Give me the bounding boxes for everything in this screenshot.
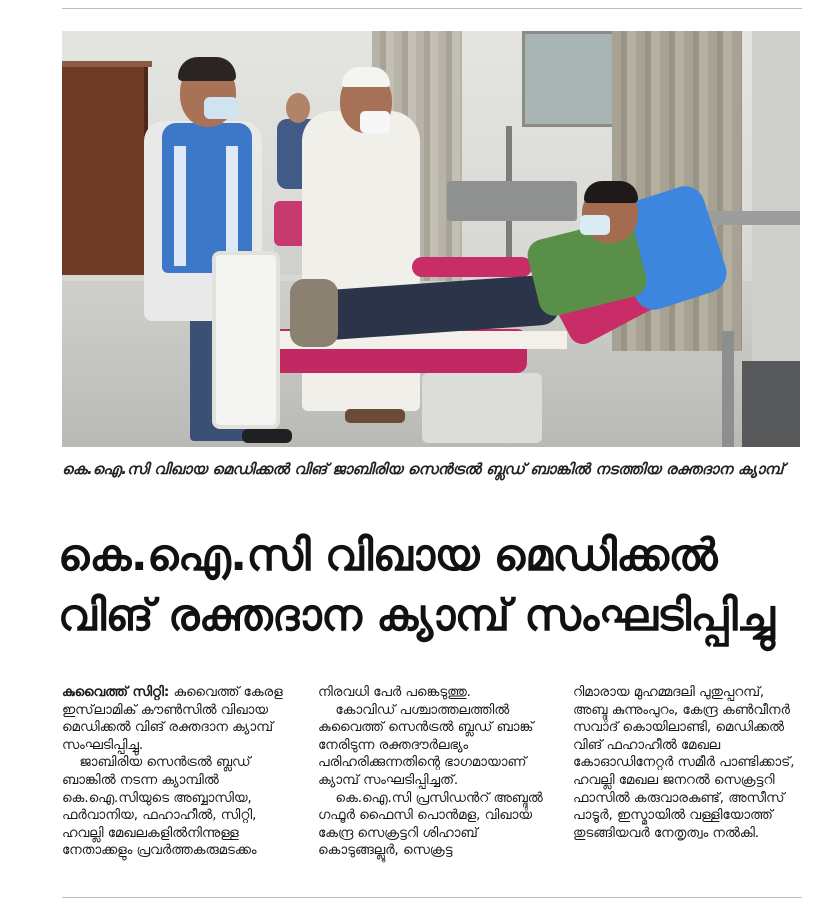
photo-window — [522, 31, 618, 127]
news-photo — [62, 31, 800, 447]
article-paragraph: ജാബിരിയ സെൻട്രൽ ബ്ലഡ് ബാങ്കിൽ നടന്ന ക്യാമ്പിൽ കെ.ഐ.സിയുടെ അബ്ബാസിയ, ഫർവാനിയ, ഫഹാഹീൽ, സിറ്റി, ഹവല്ലി മേഖലകളിൽനിന്നുള്ള നേതാക്കളും പ്രവർത്തകരുമടക്കം — [62, 755, 257, 859]
photo-tray-right — [697, 211, 800, 225]
photo-man-sandals — [345, 409, 405, 423]
photo-man-cap — [342, 67, 390, 87]
photo-caption: കെ.ഐ.സി വിഖായ മെഡിക്കൽ വിങ് ജാബിരിയ സെൻട്രൽ ബ്ലഡ് ബാങ്കിൽ നടത്തിയ രക്തദാന ക്യാമ്പ് — [62, 460, 784, 478]
article-text: കുവൈത്ത് കേരള ഇസ്‌ലാമിക് കൗൺസിൽ വിഖായ മെഡിക്കൽ വിങ് രക്തദാന ക്യാമ്പ് സംഘടിപ്പിച്ചു. — [62, 685, 283, 753]
photo-background-man-head — [286, 93, 310, 123]
bottom-rule — [62, 897, 802, 898]
article-column-1 — [62, 684, 290, 860]
article-column-2 — [318, 684, 546, 860]
photo-drawer — [742, 361, 800, 447]
photo-volunteer-shoe — [242, 429, 292, 443]
photo-door — [62, 67, 148, 275]
photo-man-mask — [360, 111, 390, 133]
article-paragraph: കോവിഡ് പശ്ചാത്തലത്തിൽ കുവൈത്ത് സെൻട്രൽ ബ്ലഡ് ബാങ്ക് നേരിടുന്ന രക്തദൗർലഭ്യം പരിഹരിക്കുന്നതിന്റെ ഭാഗമായാണ് ക്യാമ്പ് സംഘടിപ്പിച്ചത്. — [318, 702, 534, 788]
photo-vest-stripe-left — [174, 146, 186, 266]
photo-volunteer-hair — [178, 57, 236, 81]
photo-tray — [447, 181, 577, 221]
article-column-3 — [573, 684, 801, 842]
photo-volunteer-mask — [204, 97, 238, 119]
article-paragraph — [62, 684, 290, 754]
photo-chair-footrest — [212, 251, 280, 429]
photo-chair-base — [422, 373, 542, 443]
photo-chair-armrest — [412, 257, 532, 277]
photo-donor-mask — [580, 215, 610, 235]
article-paragraph: കെ.ഐ.സി പ്രസിഡൻറ് അബ്ദുൽ ഗഫൂർ ഫൈസി പൊൻമള, വിഖായ കേന്ദ്ര സെക്രട്ടറി ശിഹാബ് കൊടുങ്ങല്ലൂർ, സെക്രട്ട — [318, 790, 543, 859]
headline-line-2: വിങ് രക്തദാന ക്യാമ്പ് സംഘടിപ്പിച്ചു — [58, 590, 775, 641]
photo-monitor-stand — [722, 331, 734, 447]
photo-donor-shoes — [290, 279, 338, 347]
dateline: കുവൈത്ത് സിറ്റി: — [62, 685, 170, 700]
article-paragraph: നിരവധി പേർ പങ്കെടുത്തു. — [318, 685, 471, 700]
headline-line-1: കെ.ഐ.സി വിഖായ മെഡിക്കൽ — [58, 530, 717, 581]
article-paragraph: റിമാരായ മുഹമ്മദലി പുതുപ്പറമ്പ്, അബ്ദു കുന്നുംപുറം, കേന്ദ്ര കൺവീനർ സവാദ് കൊയിലാണ്ടി, മെഡിക്കൽ വിങ് ഫഹാഹീൽ മേഖല കോഓഡിനേറ്റർ സമീർ പാണ്ടിക്കാട്, ഹവല്ലി മേഖല ജനറൽ സെക്രട്ടറി ഫാസിൽ കരുവാരകുണ്ട്, അസീസ് പാടൂർ, ഇസ്മായിൽ വള്ളിയോത്ത് തുടങ്ങിയവർ നേതൃത്വം നൽകി. — [573, 685, 795, 841]
photo-donor-hair — [584, 181, 638, 203]
top-rule — [62, 8, 802, 9]
photo-vest-stripe-right — [226, 146, 238, 266]
headline — [58, 526, 808, 646]
